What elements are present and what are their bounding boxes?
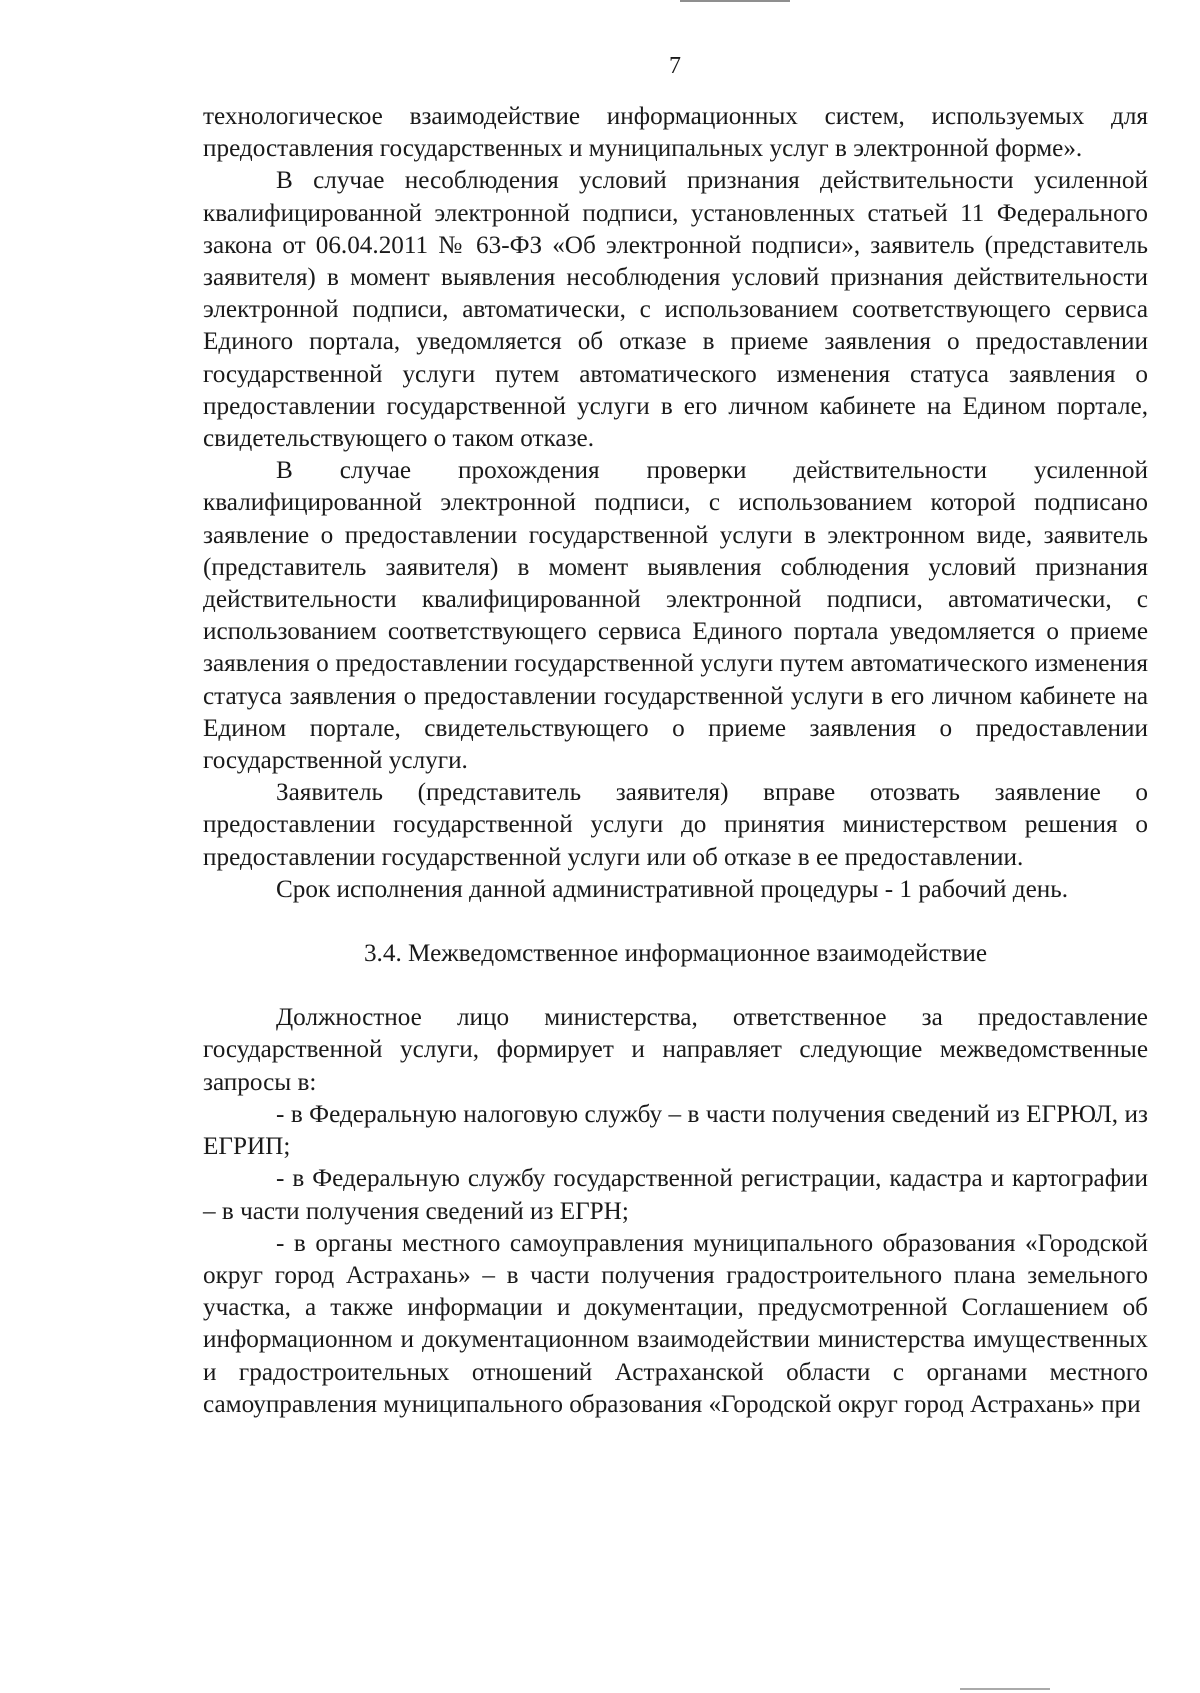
page-number: 7: [669, 53, 681, 79]
scan-artifact-top: [680, 0, 790, 2]
paragraph-signature-valid: В случае прохождения проверки действительности усиленной квалифицированной электронной подписи, с использованием которой подписано заявление о предоставлении государственной услуги в электронном виде, заявитель (представитель заявителя) в момент выявления соблюдения условий признания действительности квалифицированной электронной подписи, автоматически, с использованием соответствующего сервиса Единого портала уведомляется о приеме заявления о предоставлении государственной услуги путем автоматического изменения статуса заявления о предоставлении государственной услуги в его личном кабинете на Едином портале, свидетельствующего о приеме заявления о предоставлении государственной услуги.: [203, 457, 1148, 775]
document-body: [203, 101, 1148, 1421]
paragraph-withdraw-application: Заявитель (представитель заявителя) вправе отозвать заявление о предоставлении государственной услуги до принятия министерством решения о предоставлении государственной услуги или об отказе в ее предоставлении.: [203, 779, 1148, 871]
section-heading: 3.4. Межведомственное информационное взаимодействие: [363, 940, 988, 968]
list-item-local-government: - в органы местного самоуправления муниципального образования «Городской округ город Астрахань» – в части получения градостроительного плана земельного участка, а также информации и документации, предусмотренной Соглашением об информационном и документационном взаимодействии министерства имущественных и градостроительных отношений Астраханской области с органами местного самоуправления муниципального образования «Городской округ город Астрахань» при: [203, 1229, 1148, 1418]
scan-artifact-bottom: [960, 1688, 1050, 1690]
paragraph-continuation: технологическое взаимодействие информационных систем, используемых для предоставления государственных и муниципальных услуг в электронной форме».: [203, 103, 1148, 163]
paragraph-procedure-term: Срок исполнения данной административной процедуры - 1 рабочий день.: [276, 875, 1069, 903]
paragraph-signature-invalid: В случае несоблюдения условий признания действительности усиленной квалифицированной электронной подписи, установленных статьей 11 Федерального закона от 06.04.2011 № 63-ФЗ «Об электронной подписи», заявитель (представитель заявителя) в момент выявления несоблюдения условий признания действительности электронной подписи, автоматически, с использованием соответствующего сервиса Единого портала, уведомляется об отказе в приеме заявления о предоставлении государственной услуги путем автоматического изменения статуса заявления о предоставлении государственной услуги в его личном кабинете на Едином портале, свидетельствующего о таком отказе.: [203, 167, 1148, 453]
list-item-registration-service: - в Федеральную службу государственной регистрации, кадастра и картографии – в части получения сведений из ЕГРН;: [203, 1165, 1148, 1225]
list-item-tax-service: - в Федеральную налоговую службу – в части получения сведений из ЕГРЮЛ, из ЕГРИП;: [203, 1100, 1148, 1161]
paragraph-interagency-requests: Должностное лицо министерства, ответственное за предоставление государственной услуги, формирует и направляет следующие межведомственные запросы в:: [203, 1004, 1148, 1096]
